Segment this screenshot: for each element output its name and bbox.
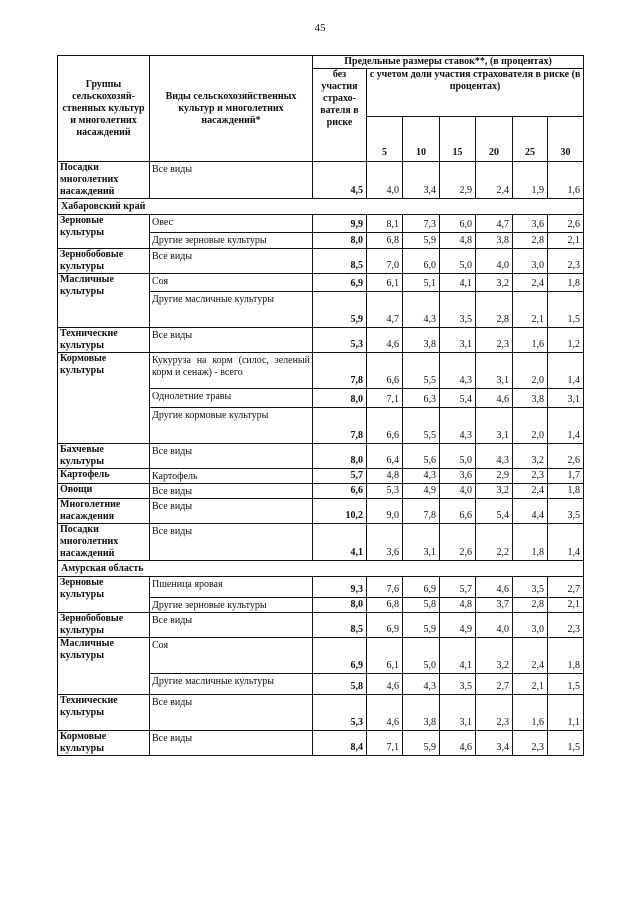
group-cell: Посадки многолетних насаждений xyxy=(58,162,150,199)
rate-no-share-cell: 8,0 xyxy=(313,389,367,408)
rate-share-cell: 1,9 xyxy=(513,162,548,199)
table-row xyxy=(58,215,584,233)
table-row xyxy=(58,249,584,274)
rate-no-share-cell: 6,9 xyxy=(313,274,367,292)
rate-no-share-cell: 5,8 xyxy=(313,674,367,695)
table-row xyxy=(58,162,584,199)
rate-share-cell: 4,4 xyxy=(513,499,548,524)
rate-share-cell: 3,8 xyxy=(476,233,513,249)
rate-no-share-cell: 9,3 xyxy=(313,577,367,598)
rate-share-cell: 3,1 xyxy=(403,524,440,561)
rate-share-cell: 9,0 xyxy=(367,499,403,524)
kind-cell: Однолетние травы xyxy=(150,389,313,408)
rate-share-cell: 4,8 xyxy=(440,233,476,249)
rate-share-cell: 5,3 xyxy=(367,484,403,499)
insurance-rate-table xyxy=(57,55,584,756)
rate-share-cell: 3,2 xyxy=(476,484,513,499)
rate-share-cell: 1,7 xyxy=(548,469,584,484)
kind-cell: Кукуруза на корм (силос, зеленый корм и сенаж) - всего xyxy=(150,353,313,389)
rate-share-cell: 4,3 xyxy=(403,469,440,484)
rate-share-cell: 7,0 xyxy=(367,249,403,274)
rate-share-cell: 3,1 xyxy=(476,353,513,389)
kind-cell: Овес xyxy=(150,215,313,233)
rate-share-cell: 3,1 xyxy=(548,389,584,408)
rate-share-cell: 2,8 xyxy=(476,292,513,328)
rate-no-share-cell: 10,2 xyxy=(313,499,367,524)
rate-share-cell: 4,1 xyxy=(440,274,476,292)
group-cell: Технические культуры xyxy=(58,695,150,731)
rate-share-cell: 5,0 xyxy=(403,638,440,674)
rate-share-cell: 2,3 xyxy=(548,613,584,638)
rate-share-cell: 4,6 xyxy=(440,731,476,756)
group-cell: Кормовые культуры xyxy=(58,731,150,756)
rate-share-cell: 2,3 xyxy=(476,695,513,731)
rate-share-cell: 2,6 xyxy=(548,215,584,233)
group-cell: Масличные культуры xyxy=(58,274,150,328)
rate-share-cell: 5,9 xyxy=(403,731,440,756)
rate-share-cell: 6,0 xyxy=(403,249,440,274)
rate-share-cell: 1,4 xyxy=(548,353,584,389)
rate-share-cell: 3,1 xyxy=(440,695,476,731)
header-group-column: Группы сельскохозяй-ственных культур и многолетних насаждений xyxy=(58,56,150,162)
rate-share-cell: 3,8 xyxy=(403,695,440,731)
rate-share-cell: 6,6 xyxy=(367,408,403,444)
rate-share-cell: 8,1 xyxy=(367,215,403,233)
table-row xyxy=(58,499,584,524)
rate-share-cell: 5,7 xyxy=(440,577,476,598)
kind-cell: Другие масличные культуры xyxy=(150,674,313,695)
rate-share-cell: 6,9 xyxy=(367,613,403,638)
kind-cell: Картофель xyxy=(150,469,313,484)
table-row xyxy=(58,731,584,756)
rate-share-cell: 3,0 xyxy=(513,249,548,274)
rate-no-share-cell: 8,0 xyxy=(313,233,367,249)
rate-share-cell: 4,9 xyxy=(403,484,440,499)
rate-share-cell: 1,4 xyxy=(548,524,584,561)
rate-no-share-cell: 5,9 xyxy=(313,292,367,328)
rate-share-cell: 3,6 xyxy=(440,469,476,484)
rate-no-share-cell: 9,9 xyxy=(313,215,367,233)
rate-share-cell: 6,6 xyxy=(367,353,403,389)
rate-share-cell: 7,6 xyxy=(367,577,403,598)
rate-no-share-cell: 7,8 xyxy=(313,408,367,444)
rate-share-cell: 5,1 xyxy=(403,274,440,292)
rate-share-cell: 1,6 xyxy=(548,162,584,199)
rate-share-cell: 2,6 xyxy=(440,524,476,561)
header-no-share-column: без участия страхо-вателя в риске xyxy=(313,69,367,162)
rate-share-cell: 3,5 xyxy=(440,292,476,328)
rate-share-cell: 6,3 xyxy=(403,389,440,408)
rate-no-share-cell: 5,3 xyxy=(313,328,367,353)
rate-share-cell: 2,1 xyxy=(513,674,548,695)
rate-share-cell: 1,2 xyxy=(548,328,584,353)
group-cell: Технические культуры xyxy=(58,328,150,353)
rate-share-cell: 3,2 xyxy=(476,274,513,292)
rate-share-cell: 3,5 xyxy=(513,577,548,598)
kind-cell: Все виды xyxy=(150,484,313,499)
table-row xyxy=(58,274,584,292)
kind-cell: Другие кормовые культуры xyxy=(150,408,313,444)
rate-share-cell: 1,8 xyxy=(548,274,584,292)
table-row xyxy=(58,484,584,499)
region-row xyxy=(58,199,584,215)
rate-share-cell: 6,0 xyxy=(440,215,476,233)
kind-cell: Все виды xyxy=(150,249,313,274)
group-cell: Кормовые культуры xyxy=(58,353,150,444)
rate-share-cell: 1,5 xyxy=(548,731,584,756)
rate-share-cell: 2,3 xyxy=(513,731,548,756)
rate-share-cell: 2,0 xyxy=(513,408,548,444)
rate-share-cell: 1,4 xyxy=(548,408,584,444)
rate-share-cell: 7,1 xyxy=(367,731,403,756)
rate-share-cell: 2,1 xyxy=(548,598,584,613)
table-row xyxy=(58,469,584,484)
rate-share-cell: 2,1 xyxy=(513,292,548,328)
rate-share-cell: 2,4 xyxy=(513,274,548,292)
rate-no-share-cell: 8,0 xyxy=(313,444,367,469)
region-name: Амурская область xyxy=(58,561,584,577)
group-cell: Бахчевые культуры xyxy=(58,444,150,469)
rate-share-cell: 5,0 xyxy=(440,444,476,469)
rate-share-cell: 4,0 xyxy=(367,162,403,199)
group-cell: Зерновые культуры xyxy=(58,215,150,249)
rate-share-cell: 4,7 xyxy=(367,292,403,328)
rate-no-share-cell: 7,8 xyxy=(313,353,367,389)
rate-share-cell: 7,3 xyxy=(403,215,440,233)
rate-no-share-cell: 4,5 xyxy=(313,162,367,199)
group-cell: Картофель xyxy=(58,469,150,484)
kind-cell: Пшеница яровая xyxy=(150,577,313,598)
rate-share-cell: 4,6 xyxy=(367,674,403,695)
rate-share-cell: 6,6 xyxy=(440,499,476,524)
table-row xyxy=(58,353,584,389)
rate-share-cell: 5,9 xyxy=(403,233,440,249)
kind-cell: Все виды xyxy=(150,328,313,353)
kind-cell: Все виды xyxy=(150,613,313,638)
rate-share-cell: 2,9 xyxy=(476,469,513,484)
rate-share-cell: 5,4 xyxy=(476,499,513,524)
rate-share-cell: 2,6 xyxy=(548,444,584,469)
page-number: 45 xyxy=(314,22,326,34)
rate-share-cell: 3,5 xyxy=(548,499,584,524)
rate-share-cell: 2,0 xyxy=(513,353,548,389)
kind-cell: Все виды xyxy=(150,524,313,561)
rate-share-cell: 2,4 xyxy=(513,638,548,674)
rate-share-cell: 5,6 xyxy=(403,444,440,469)
rate-share-cell: 4,3 xyxy=(403,674,440,695)
header-limits-title: Предельные размеры ставок**, (в процентах) xyxy=(313,56,584,69)
group-cell: Зернобобовые культуры xyxy=(58,249,150,274)
rate-share-cell: 2,3 xyxy=(476,328,513,353)
kind-cell: Все виды xyxy=(150,731,313,756)
table-row xyxy=(58,577,584,598)
group-cell: Многолетние насаждения xyxy=(58,499,150,524)
rate-share-cell: 4,9 xyxy=(440,613,476,638)
header-kind-column: Виды сельскохозяйственных культур и многолетних насаждений* xyxy=(150,56,313,162)
rate-share-cell: 3,4 xyxy=(403,162,440,199)
rate-no-share-cell: 4,1 xyxy=(313,524,367,561)
rate-share-cell: 6,8 xyxy=(367,598,403,613)
rate-share-cell: 4,3 xyxy=(476,444,513,469)
rate-share-cell: 4,6 xyxy=(476,577,513,598)
table-row xyxy=(58,695,584,731)
rate-share-cell: 3,6 xyxy=(367,524,403,561)
rate-share-cell: 2,1 xyxy=(548,233,584,249)
rate-share-cell: 2,7 xyxy=(476,674,513,695)
rate-share-cell: 5,0 xyxy=(440,249,476,274)
rate-share-cell: 1,8 xyxy=(548,484,584,499)
rate-share-cell: 3,2 xyxy=(513,444,548,469)
header-percent-30: 30 xyxy=(548,117,584,162)
rate-share-cell: 4,0 xyxy=(476,249,513,274)
region-row xyxy=(58,561,584,577)
rate-share-cell: 4,6 xyxy=(367,695,403,731)
rate-share-cell: 4,6 xyxy=(367,328,403,353)
group-cell: Овощи xyxy=(58,484,150,499)
rate-share-cell: 4,3 xyxy=(440,408,476,444)
kind-cell: Все виды xyxy=(150,162,313,199)
rate-no-share-cell: 8,5 xyxy=(313,613,367,638)
rate-no-share-cell: 6,9 xyxy=(313,638,367,674)
rate-share-cell: 3,7 xyxy=(476,598,513,613)
kind-cell: Другие масличные культуры xyxy=(150,292,313,328)
rate-share-cell: 4,3 xyxy=(440,353,476,389)
rate-share-cell: 1,5 xyxy=(548,292,584,328)
rate-share-cell: 5,5 xyxy=(403,353,440,389)
table-row xyxy=(58,444,584,469)
kind-cell: Соя xyxy=(150,638,313,674)
header-percent-5: 5 xyxy=(367,117,403,162)
rate-no-share-cell: 5,7 xyxy=(313,469,367,484)
rate-share-cell: 6,8 xyxy=(367,233,403,249)
rate-share-cell: 4,3 xyxy=(403,292,440,328)
rate-share-cell: 1,1 xyxy=(548,695,584,731)
table-row xyxy=(58,613,584,638)
rate-share-cell: 3,1 xyxy=(476,408,513,444)
rate-no-share-cell: 8,4 xyxy=(313,731,367,756)
rate-share-cell: 1,6 xyxy=(513,328,548,353)
rate-share-cell: 5,9 xyxy=(403,613,440,638)
rate-share-cell: 4,6 xyxy=(476,389,513,408)
rate-no-share-cell: 6,6 xyxy=(313,484,367,499)
rate-share-cell: 4,0 xyxy=(476,613,513,638)
rate-share-cell: 2,8 xyxy=(513,598,548,613)
group-cell: Масличные культуры xyxy=(58,638,150,695)
rate-share-cell: 7,1 xyxy=(367,389,403,408)
rate-share-cell: 3,5 xyxy=(440,674,476,695)
header-percent-15: 15 xyxy=(440,117,476,162)
group-cell: Посадки многолетних насаждений xyxy=(58,524,150,561)
rate-share-cell: 2,7 xyxy=(548,577,584,598)
rate-share-cell: 7,8 xyxy=(403,499,440,524)
rate-share-cell: 4,0 xyxy=(440,484,476,499)
header-percent-25: 25 xyxy=(513,117,548,162)
rate-share-cell: 4,7 xyxy=(476,215,513,233)
table-row xyxy=(58,638,584,674)
rate-share-cell: 4,1 xyxy=(440,638,476,674)
rate-no-share-cell: 8,0 xyxy=(313,598,367,613)
rate-share-cell: 5,5 xyxy=(403,408,440,444)
header-share-title: с учетом доли участия страхователя в риске (в процентах) xyxy=(367,69,584,117)
header-percent-20: 20 xyxy=(476,117,513,162)
rate-share-cell: 3,4 xyxy=(476,731,513,756)
rate-share-cell: 1,5 xyxy=(548,674,584,695)
rate-share-cell: 4,8 xyxy=(440,598,476,613)
kind-cell: Соя xyxy=(150,274,313,292)
group-cell: Зернобобовые культуры xyxy=(58,613,150,638)
kind-cell: Все виды xyxy=(150,499,313,524)
table-row xyxy=(58,524,584,561)
rate-share-cell: 6,4 xyxy=(367,444,403,469)
kind-cell: Другие зерновые культуры xyxy=(150,233,313,249)
rate-share-cell: 3,0 xyxy=(513,613,548,638)
rate-share-cell: 3,8 xyxy=(403,328,440,353)
table-row xyxy=(58,328,584,353)
rate-share-cell: 3,1 xyxy=(440,328,476,353)
rate-share-cell: 3,2 xyxy=(476,638,513,674)
rate-share-cell: 6,1 xyxy=(367,274,403,292)
rate-share-cell: 5,4 xyxy=(440,389,476,408)
rate-share-cell: 2,8 xyxy=(513,233,548,249)
rate-share-cell: 5,8 xyxy=(403,598,440,613)
rate-share-cell: 1,8 xyxy=(548,638,584,674)
rate-share-cell: 2,9 xyxy=(440,162,476,199)
rate-share-cell: 2,4 xyxy=(476,162,513,199)
region-name: Хабаровский край xyxy=(58,199,584,215)
rate-no-share-cell: 5,3 xyxy=(313,695,367,731)
rate-share-cell: 2,3 xyxy=(513,469,548,484)
rate-share-cell: 3,8 xyxy=(513,389,548,408)
header-percent-10: 10 xyxy=(403,117,440,162)
rate-share-cell: 1,8 xyxy=(513,524,548,561)
rate-share-cell: 3,6 xyxy=(513,215,548,233)
rate-share-cell: 4,8 xyxy=(367,469,403,484)
rate-share-cell: 2,3 xyxy=(548,249,584,274)
rate-share-cell: 2,2 xyxy=(476,524,513,561)
rate-no-share-cell: 8,5 xyxy=(313,249,367,274)
group-cell: Зерновые культуры xyxy=(58,577,150,613)
rate-share-cell: 6,9 xyxy=(403,577,440,598)
kind-cell: Все виды xyxy=(150,695,313,731)
rate-share-cell: 2,4 xyxy=(513,484,548,499)
rate-share-cell: 1,6 xyxy=(513,695,548,731)
rate-share-cell: 6,1 xyxy=(367,638,403,674)
kind-cell: Все виды xyxy=(150,444,313,469)
kind-cell: Другие зерновые культуры xyxy=(150,598,313,613)
